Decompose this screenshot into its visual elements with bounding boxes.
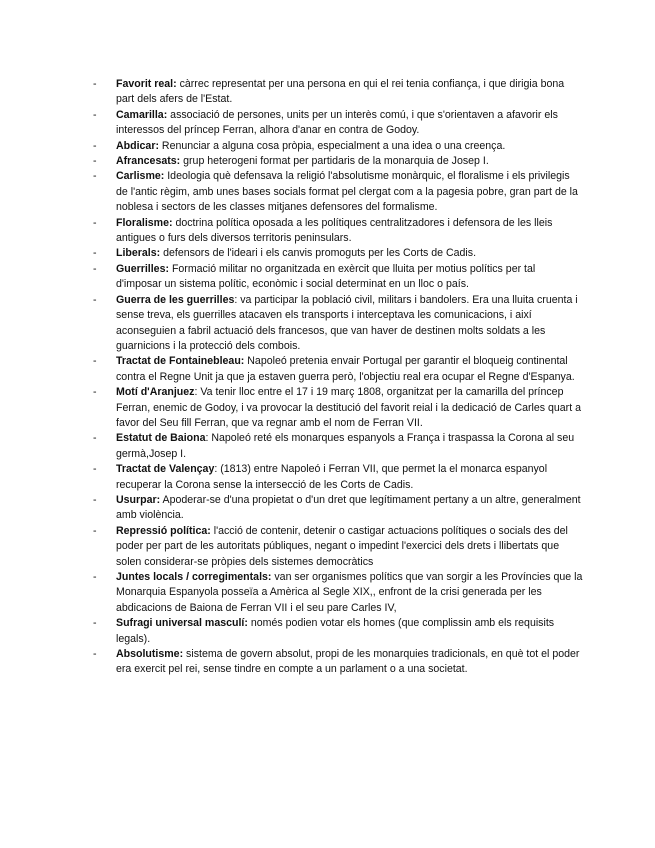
glossary-term: Repressió política: (116, 524, 211, 537)
glossary-term: Motí d'Aranjuez (116, 386, 195, 399)
glossary-definition: : va participar la població civil, militars i bandolers. Era una lluita cruenta i sense treva, els guerrilles atacaven els transports i interceptava les comunicacions, i així aconseguien a fabril actuació dels francesos, que van haver de destinen molts soldats a les guarnicions i la protecció dels combois. (116, 293, 578, 352)
glossary-term: Sufragi universal masculí: (116, 617, 248, 630)
glossary-term: Camarilla: (116, 108, 168, 121)
glossary-entry (93, 462, 583, 493)
glossary-term: Tractat de Valençay (116, 463, 215, 476)
glossary-definition: doctrina política oposada a les polítiques centralitzadores i defensora de les lleis antigues o furs dels diversos territoris peninsulars. (116, 216, 553, 245)
glossary-definition: sistema de govern absolut, propi de les monarquies tradicionals, en què tot el poder era exercit pel rei, sense tindre en compte a un parlament o a una societat. (116, 648, 580, 676)
glossary-term: Guerrilles: (116, 262, 169, 275)
glossary-entry (93, 108, 583, 139)
glossary-entry (93, 570, 583, 616)
glossary-list (93, 77, 583, 678)
glossary-entry (93, 493, 583, 524)
glossary-entry (93, 616, 583, 647)
glossary-entry (93, 262, 583, 293)
glossary-entry (93, 246, 583, 261)
bullet: - (93, 78, 97, 90)
glossary-term: Guerra de les guerrilles (116, 293, 235, 306)
bullet: - (93, 386, 97, 399)
glossary-term: Abdicar: (116, 139, 159, 152)
bullet: - (93, 293, 97, 306)
glossary-entry (93, 77, 583, 108)
bullet: - (93, 108, 97, 121)
glossary-definition: Formació militar no organitzada en exèrcit que lluita per motius polítics per tal d'imposar un sistema polític, econòmic i social determinat en un lloc o país. (116, 262, 536, 291)
glossary-definition: només podien votar els homes (que complissin amb els requisits legals). (116, 617, 555, 645)
bullet: - (93, 571, 97, 583)
glossary-definition: van ser organismes polítics que van sorgir a les Províncies que la Monarquia Espanyola posseïa a Amèrica al Segle XIX,, enfront de la crisi generada per les abdicacions de Baiona de Ferran VII i el seu pare Carles IV, (116, 571, 583, 614)
glossary-term: Carlisme: (116, 170, 165, 183)
glossary-term: Juntes locals / corregimentals: (116, 571, 272, 583)
glossary-entry (93, 524, 583, 570)
glossary-term: Afrancesats: (116, 155, 181, 168)
bullet: - (93, 247, 97, 260)
bullet: - (93, 170, 97, 183)
glossary-definition: càrrec representat per una persona en qui el rei tenia confiança, i que dirigia bona part dels afers de l'Estat. (116, 78, 565, 106)
glossary-term: Floralisme: (116, 216, 173, 229)
bullet: - (93, 355, 97, 368)
bullet: - (93, 493, 97, 506)
glossary-definition: Ideologia què defensava la religió l'absolutisme monàrquic, el floralisme i els privilegis de l'antic règim, amb unes bases socials format pel clergat com a la pagesia pobre, gran part de la noblesa i sectors de les classes mitjanes defensores del formalisme. (116, 170, 578, 214)
glossary-term: Tractat de Fontainebleau: (116, 355, 245, 368)
glossary-entry (93, 154, 583, 169)
bullet: - (93, 648, 97, 661)
glossary-definition: Apoderar-se d'una propietat o d'un dret que legítimament pertany a un altre, generalment amb violència. (116, 493, 581, 522)
glossary-definition: defensors de l'ideari i els canvis promoguts per les Corts de Cadis. (160, 247, 477, 260)
bullet: - (93, 155, 97, 168)
glossary-entry (93, 354, 583, 385)
glossary-entry (93, 216, 583, 247)
glossary-term: Absolutisme: (116, 648, 184, 661)
bullet: - (93, 262, 97, 275)
glossary-definition: Napoleó pretenia envair Portugal per garantir el bloqueig continental contra el Regne Unit ja que ja estaven guerra però, l'objectiu real era ocupar el Regne d'Espanya. (116, 355, 575, 383)
bullet: - (93, 463, 97, 476)
glossary-definition: grup heterogeni format per partidaris de la monarquia de Josep I. (180, 155, 489, 168)
glossary-entry (93, 293, 583, 355)
glossary-entry (93, 647, 583, 678)
bullet: - (93, 432, 97, 445)
bullet: - (93, 216, 97, 229)
glossary-definition: : (1813) entre Napoleó i Ferran VII, que permet la el monarca espanyol recuperar la Corona sense la intersecció de les Corts de Cadis. (116, 463, 548, 491)
glossary-term: Liberals: (116, 247, 161, 260)
glossary-entry (93, 431, 583, 462)
bullet: - (93, 617, 97, 630)
glossary-entry (93, 385, 583, 431)
glossary-term: Estatut de Baiona (116, 432, 206, 445)
bullet: - (93, 524, 97, 537)
glossary-definition: l'acció de contenir, detenir o castigar actuacions polítiques o socials des del poder per part de les autoritats públiques, negant o impedint l'exercici dels drets i llibertats que solen considerar-se pròpies dels sistemes democràtics (116, 524, 568, 568)
glossary-definition: : Napoleó reté els monarques espanyols a França i traspassa la Corona al seu germà,Josep I. (116, 432, 575, 460)
glossary-term: Usurpar: (116, 493, 161, 506)
glossary-definition: associació de persones, units per un interès comú, i que s'orientaven a afavorir els interessos del príncep Ferran, alhora d'anar en contra de Godoy. (116, 108, 558, 137)
glossary-entry (93, 169, 583, 215)
glossary-entry (93, 139, 583, 154)
glossary-definition: Renunciar a alguna cosa pròpia, especialment a una idea o una creença. (158, 139, 506, 152)
glossary-term: Favorit real: (116, 78, 177, 90)
glossary-definition: : Va tenir lloc entre el 17 i 19 març 1808, organitzat per la camarilla del príncep Ferran, enemic de Godoy, i va provocar la destitució del favorit reial i la dedicació de Carles quart a favor del Seu fill Ferran, que va regnar amb el nom de Ferran VII. (116, 386, 581, 429)
bullet: - (93, 139, 97, 152)
